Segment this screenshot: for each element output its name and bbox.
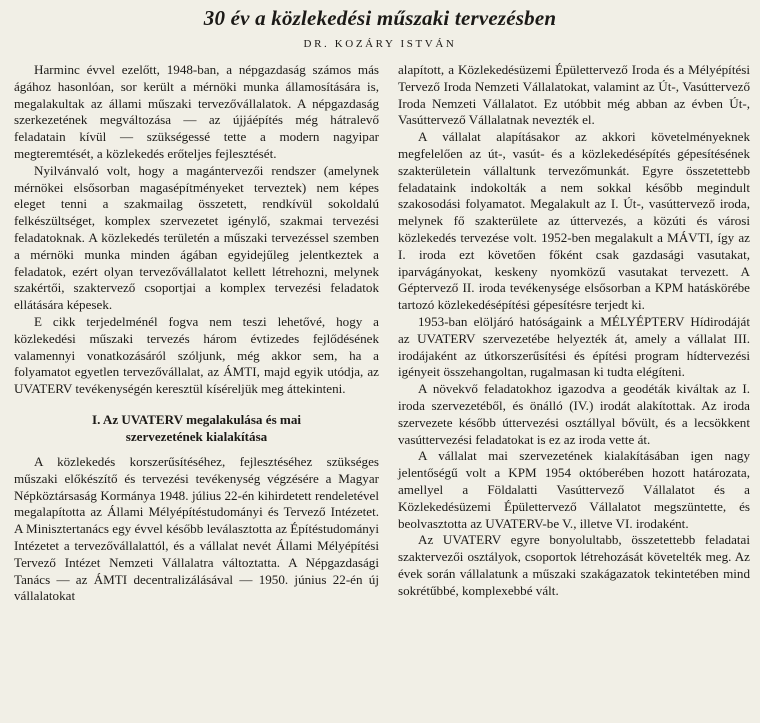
section-heading <box>14 411 379 445</box>
article-title: 30 év a közlekedési műszaki tervezésben <box>203 6 557 30</box>
section-heading-line: szervezetének kialakítása <box>125 428 268 444</box>
paragraph: 1953-ban elöljáró hatóságaink a MÉLYÉPTERV Hídirodáját az UVATERV szervezetébe helyezték át, amely a vállalat III. irodájaként az útkorszerűsítési és építési program hídtervezési igényeit összehangoltan, rugalmasan ki tudta elégíteni. <box>398 313 750 380</box>
paragraph: A közlekedés korszerűsítéséhez, fejlesztéséhez szükséges műszaki előkészítő és tervezési tevékenység végzésére a Magyar Népköztársaság Kormánya 1948. július 22-én kihirdetett rendeletével megalapította az Állami Mélyépítéstudományi és Tervező Intézetet. A Minisztertanács egy évvel később leválasztotta az Építéstudományi Intézetet a tervezővállalattól, és a vállalat nevét Állami Mélyépítési Tervező Intézet Nemzeti Vállalatra változtatta. A Népgazdasági Tanács — az ÁMTI decentralizálásával — 1950. június 22-én új vállalatokat <box>14 453 379 604</box>
paragraph: E cikk terjedelménél fogva nem teszi lehetővé, hogy a közlekedési műszaki tervezés három évtizedes fejlődésének valamennyi vonatkozásáról szóljunk, még akkor sem, ha a folyamatot egyetlen tervezővállalat, az ÁMTI, majd egyik utódja, az UVATERV tevékenységén keresztül kíséreljük meg áttekinteni. <box>14 313 379 397</box>
section-heading-line: I. Az UVATERV megalakulása és mai <box>91 411 302 427</box>
right-column <box>398 62 750 600</box>
paragraph: Nyilvánvaló volt, hogy a magántervezői rendszer (amelynek mérnökei elsősorban magasépítményeket terveztek) nem képes eleget tenni a szakmailag összetett, rendkívül sokoldalú felkészültséget, komplex szervezetet igénylő, szakmai tervezési feladatoknak. A közlekedés területén a műszaki tervezéssel szemben a mérnöki munka minden ágában egyidejűleg jelentkeztek a feladatok, ezért olyan tervezővállalatot kellett létrehozni, melynek szakértői, szaktervező csoportjai a komplex tervezési feladatok ellátására képesek. <box>14 162 379 313</box>
left-column <box>14 62 379 605</box>
paragraph: A vállalat alapításakor az akkori követelményeknek megfelelően az út-, vasút- és a közlekedésépítés gépesítésének szakterületein vállaltunk tervezőmunkát. Egyre összetettebb feladataink indokolták a nem sokkal később megindult szakosodási folyamatot. Megalakult az I. Út-, vasúttervező iroda, melynek fő szakterülete az úttervezés, a közúti és városi közlekedés tervezése volt. 1952-ben megalakult a MÁVTI, így az I. iroda ezt követően főként csak gazdasági vasutakat, iparvágányokat, keskeny nyomközű vasutakat tervezett. A Géptervező II. iroda tevékenysége elsősorban a KPM hatáskörébe tartozó közlekedésépítési gépesítésre terjedt ki. <box>398 129 750 313</box>
paragraph: Harminc évvel ezelőtt, 1948-ban, a népgazdaság számos más ágához hasonlóan, sor került a mérnöki munka államosítására is, megalakultak az állami műszaki tervezővállalatok. A népgazdaság szerkezetének megváltozása — az újjáépítés még hátralevő feladatain kívül — szükségessé tette a modern nagyipar megteremtését, a közlekedés erőteljes fejlesztését. <box>14 62 379 161</box>
paragraph: A növekvő feladatokhoz igazodva a geodéták kiváltak az I. iroda szervezetéből, és önálló (IV.) irodát alakítottak. Az iroda szervezete később úttervezési osztállyal bővült, és a lecsökkent vasúttervezési feladatokat is ez az iroda vette át. <box>398 381 750 447</box>
paragraph: Az UVATERV egyre bonyolultabb, összetettebb feladatai szaktervezői osztályok, csoportok létrehozását követelték meg. Az évek során vállalatunk a műszaki szakágazatok tekintetében mind sokrétűbbé, komplexebbé vált. <box>398 532 750 598</box>
paragraph-continued: alapított, a Közlekedésüzemi Épülettervező Iroda és a Mélyépítési Tervező Iroda Nemzeti Vállalatokat, valamint az Út-, Vasúttervező Iroda Nemzeti Vállalatot. Ez utóbbit még abban az évben Út-, Vasúttervező Vállalatnak nevezték el. <box>398 62 750 128</box>
paragraph: A vállalat mai szervezetének kialakításában igen nagy jelentőségű volt a KPM 1954 októberében hozott határozata, amellyel a Földalatti Vasúttervező Vállalatot és a Közlekedésüzemi Épülettervező Vállalatot megszüntette, és beolvasztotta az UVATERV-be V., illetve VI. irodaként. <box>398 448 750 531</box>
article-author: DR. KOZÁRY ISTVÁN <box>303 38 457 50</box>
